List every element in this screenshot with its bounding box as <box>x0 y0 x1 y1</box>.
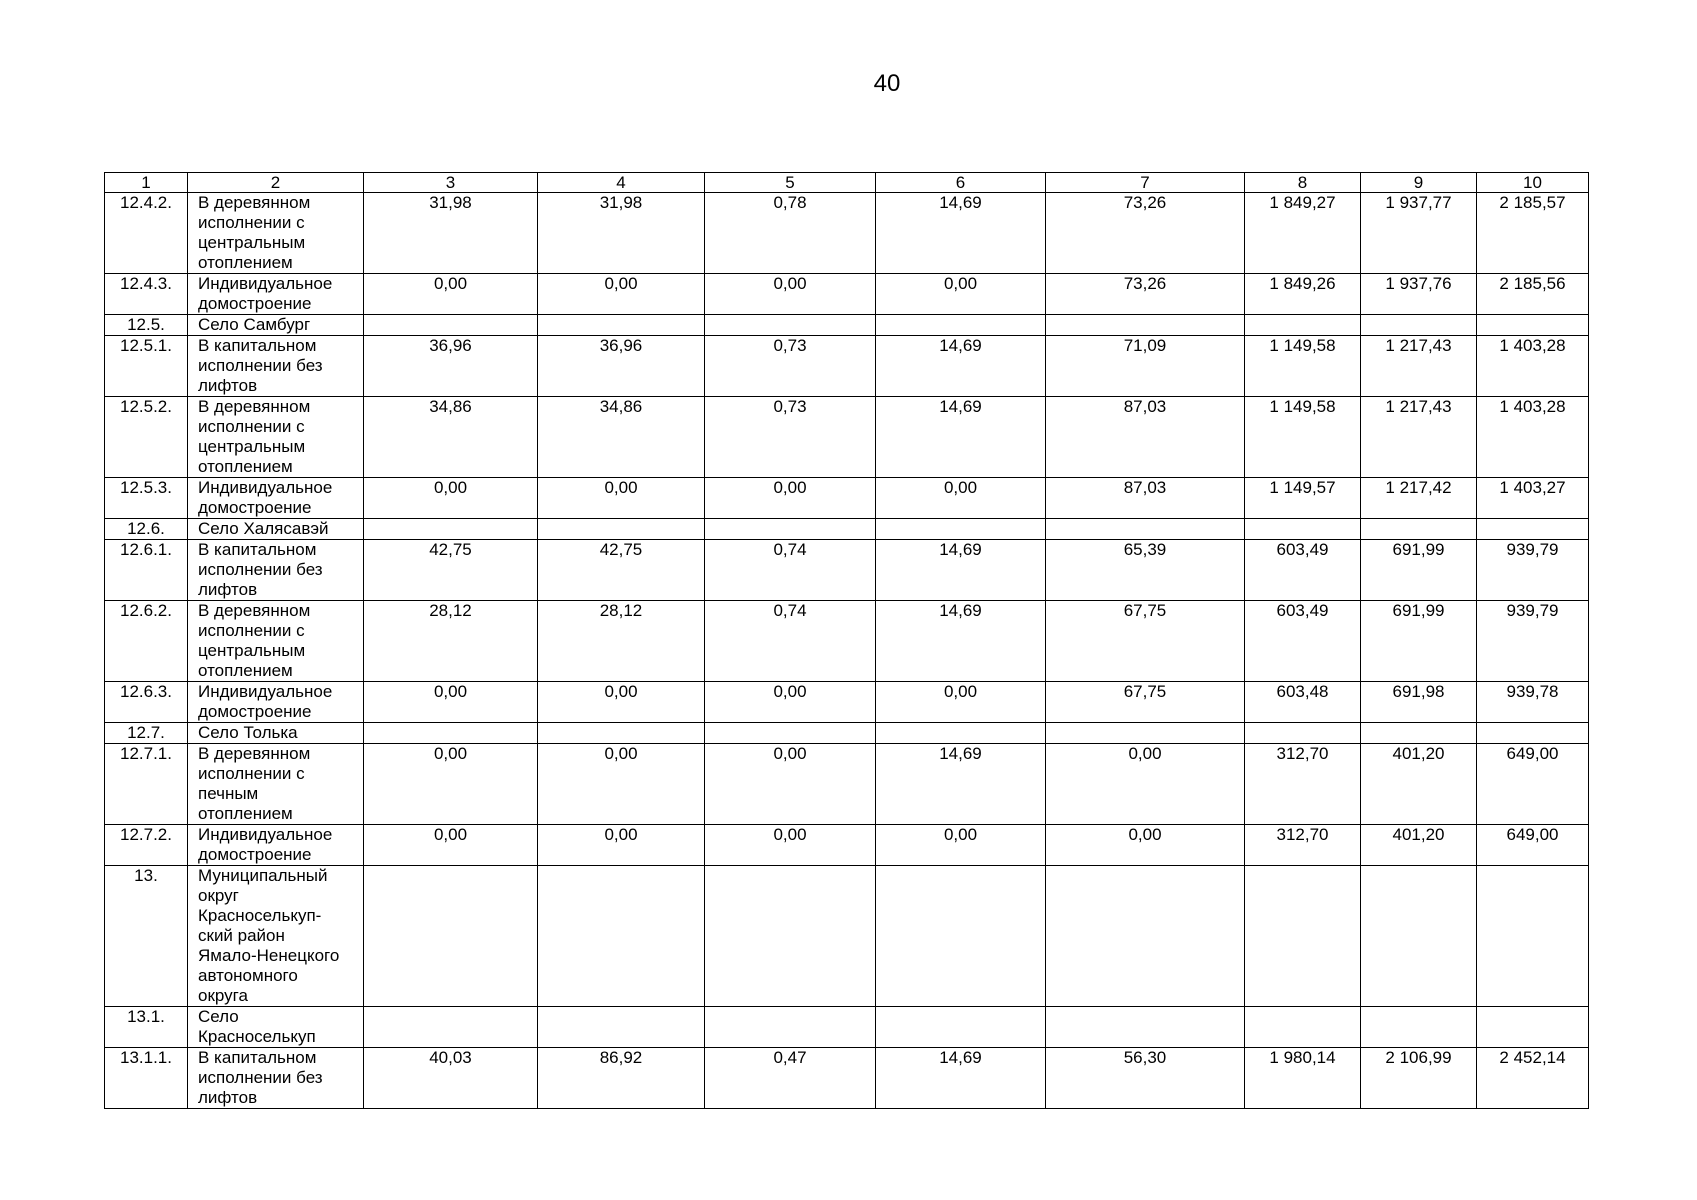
value-cell <box>1046 315 1245 336</box>
value-cell: 1 937,76 <box>1361 274 1477 315</box>
row-name-line: В капитальном <box>198 1048 317 1067</box>
row-name-cell <box>188 519 364 540</box>
table-row <box>105 519 1589 540</box>
row-name-line: центральным <box>198 641 306 660</box>
value-cell: 1 849,27 <box>1245 193 1361 274</box>
value-cell: 649,00 <box>1477 825 1589 866</box>
value-cell: 603,49 <box>1245 601 1361 682</box>
value-cell: 0,00 <box>876 478 1046 519</box>
row-name-line: домостроение <box>198 294 312 313</box>
value-cell <box>1477 866 1589 1007</box>
value-cell: 14,69 <box>876 540 1046 601</box>
value-cell: 691,99 <box>1361 540 1477 601</box>
column-number-cell: 4 <box>538 173 705 193</box>
row-name-line: исполнении без <box>198 1068 323 1087</box>
column-number-cell: 10 <box>1477 173 1589 193</box>
column-number-cell: 8 <box>1245 173 1361 193</box>
value-cell <box>1046 519 1245 540</box>
table-row <box>105 682 1589 723</box>
table-row <box>105 744 1589 825</box>
value-cell <box>1361 1007 1477 1048</box>
value-cell: 87,03 <box>1046 478 1245 519</box>
value-cell: 1 149,57 <box>1245 478 1361 519</box>
table-row <box>105 1048 1589 1109</box>
table-row <box>105 397 1589 478</box>
row-name-line: отоплением <box>198 253 293 272</box>
value-cell: 1 217,43 <box>1361 397 1477 478</box>
value-cell: 0,00 <box>538 478 705 519</box>
value-cell <box>538 315 705 336</box>
row-number-cell: 12.5.1. <box>105 336 188 397</box>
value-cell <box>364 723 538 744</box>
value-cell: 0,74 <box>705 540 876 601</box>
row-name-line: В деревянном <box>198 193 311 212</box>
row-number-cell: 13.1. <box>105 1007 188 1048</box>
value-cell <box>705 723 876 744</box>
row-name-line: Индивидуальное <box>198 478 333 497</box>
row-number-cell: 12.6.1. <box>105 540 188 601</box>
value-cell <box>1361 519 1477 540</box>
value-cell: 691,99 <box>1361 601 1477 682</box>
row-name-line: лифтов <box>198 1088 258 1107</box>
row-name-line: В капитальном <box>198 336 317 355</box>
value-cell: 42,75 <box>538 540 705 601</box>
column-number-cell: 9 <box>1361 173 1477 193</box>
value-cell: 40,03 <box>364 1048 538 1109</box>
value-cell: 0,00 <box>705 682 876 723</box>
row-name-line: В деревянном <box>198 744 311 763</box>
value-cell: 2 106,99 <box>1361 1048 1477 1109</box>
row-name-line: домостроение <box>198 702 312 721</box>
row-name-line: Село Халясавэй <box>198 519 329 538</box>
value-cell: 34,86 <box>538 397 705 478</box>
value-cell: 14,69 <box>876 193 1046 274</box>
value-cell: 0,00 <box>705 825 876 866</box>
value-cell <box>538 866 705 1007</box>
column-number-cell: 7 <box>1046 173 1245 193</box>
row-name-line: В деревянном <box>198 397 311 416</box>
value-cell: 2 185,57 <box>1477 193 1589 274</box>
value-cell: 939,79 <box>1477 540 1589 601</box>
value-cell: 14,69 <box>876 397 1046 478</box>
value-cell <box>1245 723 1361 744</box>
row-name-line: Индивидуальное <box>198 825 333 844</box>
row-name-line: отоплением <box>198 457 293 476</box>
value-cell: 0,00 <box>538 274 705 315</box>
row-name-cell <box>188 825 364 866</box>
row-name-line: исполнении с <box>198 213 305 232</box>
value-cell: 0,00 <box>364 744 538 825</box>
value-cell: 312,70 <box>1245 825 1361 866</box>
value-cell: 0,73 <box>705 336 876 397</box>
value-cell: 939,78 <box>1477 682 1589 723</box>
value-cell: 34,86 <box>364 397 538 478</box>
value-cell: 0,74 <box>705 601 876 682</box>
value-cell: 0,00 <box>1046 744 1245 825</box>
value-cell: 1 403,28 <box>1477 397 1589 478</box>
value-cell: 1 149,58 <box>1245 397 1361 478</box>
value-cell: 86,92 <box>538 1048 705 1109</box>
value-cell: 67,75 <box>1046 682 1245 723</box>
row-name-line: автономного <box>198 966 298 985</box>
row-name-cell <box>188 744 364 825</box>
row-name-cell <box>188 866 364 1007</box>
row-number-cell: 12.6. <box>105 519 188 540</box>
value-cell: 0,73 <box>705 397 876 478</box>
value-cell: 312,70 <box>1245 744 1361 825</box>
value-cell: 0,78 <box>705 193 876 274</box>
value-cell: 0,47 <box>705 1048 876 1109</box>
row-name-cell <box>188 682 364 723</box>
row-number-cell: 12.5.2. <box>105 397 188 478</box>
value-cell: 73,26 <box>1046 274 1245 315</box>
row-name-line: отоплением <box>198 804 293 823</box>
value-cell: 0,00 <box>538 682 705 723</box>
value-cell <box>876 315 1046 336</box>
value-cell <box>1477 315 1589 336</box>
value-cell: 401,20 <box>1361 825 1477 866</box>
table-row <box>105 866 1589 1007</box>
table-row <box>105 274 1589 315</box>
value-cell <box>364 866 538 1007</box>
value-cell: 36,96 <box>538 336 705 397</box>
value-cell <box>1046 866 1245 1007</box>
row-name-cell <box>188 1007 364 1048</box>
value-cell: 1 937,77 <box>1361 193 1477 274</box>
row-number-cell: 12.6.3. <box>105 682 188 723</box>
row-name-line: лифтов <box>198 376 258 395</box>
value-cell: 42,75 <box>364 540 538 601</box>
row-name-cell <box>188 193 364 274</box>
value-cell <box>1245 866 1361 1007</box>
row-name-line: печным <box>198 784 259 803</box>
row-name-line: центральным <box>198 233 306 252</box>
row-name-line: Индивидуальное <box>198 682 333 701</box>
value-cell <box>876 1007 1046 1048</box>
value-cell: 2 452,14 <box>1477 1048 1589 1109</box>
value-cell <box>705 519 876 540</box>
value-cell: 401,20 <box>1361 744 1477 825</box>
value-cell: 2 185,56 <box>1477 274 1589 315</box>
row-name-line: отоплением <box>198 661 293 680</box>
value-cell: 0,00 <box>538 744 705 825</box>
table-row <box>105 1007 1589 1048</box>
value-cell: 0,00 <box>364 682 538 723</box>
row-name-cell <box>188 601 364 682</box>
row-name-cell <box>188 336 364 397</box>
value-cell: 649,00 <box>1477 744 1589 825</box>
column-number-cell: 2 <box>188 173 364 193</box>
value-cell: 0,00 <box>1046 825 1245 866</box>
value-cell: 0,00 <box>364 478 538 519</box>
value-cell <box>538 1007 705 1048</box>
row-number-cell: 12.7.1. <box>105 744 188 825</box>
row-number-cell: 12.5.3. <box>105 478 188 519</box>
value-cell <box>705 315 876 336</box>
value-cell: 1 217,42 <box>1361 478 1477 519</box>
value-cell: 0,00 <box>876 274 1046 315</box>
value-cell: 0,00 <box>538 825 705 866</box>
column-number-cell: 3 <box>364 173 538 193</box>
value-cell: 0,00 <box>364 825 538 866</box>
row-number-cell: 12.4.3. <box>105 274 188 315</box>
value-cell: 1 403,27 <box>1477 478 1589 519</box>
table-row <box>105 336 1589 397</box>
row-name-line: В капитальном <box>198 540 317 559</box>
value-cell: 691,98 <box>1361 682 1477 723</box>
row-name-line: домостроение <box>198 845 312 864</box>
row-number-cell: 13.1.1. <box>105 1048 188 1109</box>
row-number-cell: 12.7. <box>105 723 188 744</box>
value-cell <box>1361 315 1477 336</box>
value-cell: 73,26 <box>1046 193 1245 274</box>
row-name-line: ский район <box>198 926 285 945</box>
row-name-line: Красноселькуп- <box>198 906 322 925</box>
value-cell <box>705 866 876 1007</box>
value-cell: 1 149,58 <box>1245 336 1361 397</box>
column-number-cell: 6 <box>876 173 1046 193</box>
row-name-line: исполнении без <box>198 560 323 579</box>
value-cell: 0,00 <box>876 682 1046 723</box>
row-name-line: Муниципальный <box>198 866 328 885</box>
value-cell <box>538 723 705 744</box>
value-cell: 603,49 <box>1245 540 1361 601</box>
row-number-cell: 13. <box>105 866 188 1007</box>
value-cell <box>364 1007 538 1048</box>
table-row <box>105 478 1589 519</box>
value-cell <box>1046 723 1245 744</box>
row-name-line: домостроение <box>198 498 312 517</box>
row-name-line: Село Самбург <box>198 315 311 334</box>
table-row <box>105 540 1589 601</box>
row-name-cell <box>188 540 364 601</box>
row-name-cell <box>188 274 364 315</box>
value-cell: 0,00 <box>364 274 538 315</box>
row-name-line: В деревянном <box>198 601 311 620</box>
value-cell: 56,30 <box>1046 1048 1245 1109</box>
row-name-line: лифтов <box>198 580 258 599</box>
row-name-line: Индивидуальное <box>198 274 333 293</box>
value-cell: 31,98 <box>364 193 538 274</box>
value-cell: 14,69 <box>876 1048 1046 1109</box>
row-name-line: Село <box>198 1007 239 1026</box>
value-cell <box>705 1007 876 1048</box>
table-row <box>105 723 1589 744</box>
value-cell: 31,98 <box>538 193 705 274</box>
value-cell: 0,00 <box>705 274 876 315</box>
row-number-cell: 12.5. <box>105 315 188 336</box>
value-cell: 14,69 <box>876 601 1046 682</box>
value-cell <box>1245 519 1361 540</box>
row-name-line: исполнении без <box>198 356 323 375</box>
row-name-line: исполнении с <box>198 764 305 783</box>
value-cell: 36,96 <box>364 336 538 397</box>
value-cell: 0,00 <box>705 478 876 519</box>
value-cell: 71,09 <box>1046 336 1245 397</box>
value-cell: 14,69 <box>876 744 1046 825</box>
value-cell: 1 217,43 <box>1361 336 1477 397</box>
row-number-cell: 12.4.2. <box>105 193 188 274</box>
row-name-cell <box>188 397 364 478</box>
row-name-line: Ямало-Ненецкого <box>198 946 340 965</box>
value-cell <box>876 519 1046 540</box>
value-cell: 14,69 <box>876 336 1046 397</box>
column-number-row <box>105 173 1589 193</box>
value-cell: 67,75 <box>1046 601 1245 682</box>
value-cell: 28,12 <box>538 601 705 682</box>
row-name-cell <box>188 723 364 744</box>
row-name-cell <box>188 478 364 519</box>
value-cell: 603,48 <box>1245 682 1361 723</box>
column-number-cell: 1 <box>105 173 188 193</box>
value-cell: 1 849,26 <box>1245 274 1361 315</box>
column-number-cell: 5 <box>705 173 876 193</box>
value-cell <box>538 519 705 540</box>
value-cell <box>1477 1007 1589 1048</box>
row-name-line: Красноселькуп <box>198 1027 316 1046</box>
value-cell: 65,39 <box>1046 540 1245 601</box>
value-cell: 0,00 <box>876 825 1046 866</box>
row-number-cell: 12.6.2. <box>105 601 188 682</box>
value-cell <box>1477 519 1589 540</box>
value-cell: 28,12 <box>364 601 538 682</box>
row-name-cell <box>188 1048 364 1109</box>
value-cell <box>1046 1007 1245 1048</box>
value-cell <box>364 519 538 540</box>
value-cell <box>1361 723 1477 744</box>
value-cell <box>876 866 1046 1007</box>
value-cell: 939,79 <box>1477 601 1589 682</box>
table-row <box>105 315 1589 336</box>
value-cell: 0,00 <box>705 744 876 825</box>
row-name-line: центральным <box>198 437 306 456</box>
value-cell <box>364 315 538 336</box>
table-row <box>105 601 1589 682</box>
value-cell <box>1245 315 1361 336</box>
value-cell: 87,03 <box>1046 397 1245 478</box>
tariff-table <box>104 172 1589 1109</box>
row-name-cell <box>188 315 364 336</box>
value-cell <box>1361 866 1477 1007</box>
row-name-line: исполнении с <box>198 417 305 436</box>
row-name-line: Село Толька <box>198 723 298 742</box>
row-number-cell: 12.7.2. <box>105 825 188 866</box>
value-cell <box>1245 1007 1361 1048</box>
table-row <box>105 193 1589 274</box>
page-number: 40 <box>873 70 901 97</box>
table-row <box>105 825 1589 866</box>
value-cell <box>1477 723 1589 744</box>
row-name-line: округ <box>198 886 239 905</box>
value-cell <box>876 723 1046 744</box>
value-cell: 1 403,28 <box>1477 336 1589 397</box>
row-name-line: исполнении с <box>198 621 305 640</box>
row-name-line: округа <box>198 986 248 1005</box>
value-cell: 1 980,14 <box>1245 1048 1361 1109</box>
